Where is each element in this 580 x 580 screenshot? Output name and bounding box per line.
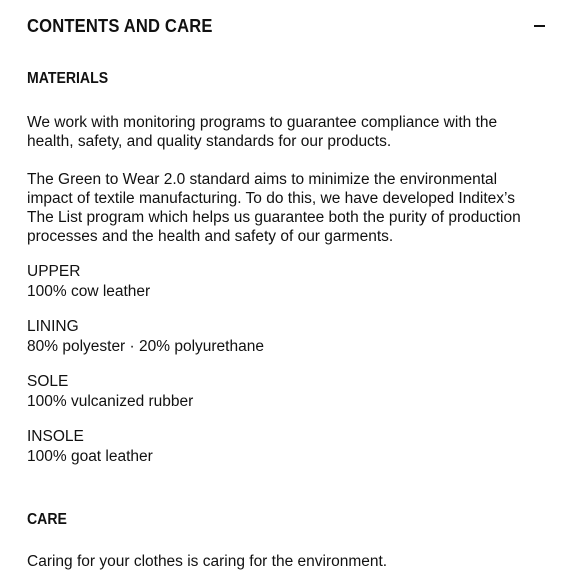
minus-icon	[534, 25, 545, 27]
materials-paragraph-green-to-wear: The Green to Wear 2.0 standard aims to minimize the environmental impact of textile manufacturing. To do this, we have developed Inditex’s The List program which helps us guarantee both the purity of production processes and the health and safety of our garments.	[27, 171, 521, 245]
composition-part-label: UPPER	[27, 263, 81, 280]
composition-sole	[27, 372, 193, 412]
care-title: CARE	[27, 511, 67, 528]
composition-part-label: LINING	[27, 318, 79, 335]
section-header-title: CONTENTS AND CARE	[27, 16, 213, 36]
composition-part-label: INSOLE	[27, 428, 84, 445]
collapse-button[interactable]	[532, 14, 548, 38]
composition-insole	[27, 427, 153, 467]
composition-value: 100% vulcanized rubber	[27, 393, 194, 410]
composition-lining	[27, 317, 264, 357]
composition-value: 100% cow leather	[27, 283, 151, 300]
care-paragraph: Caring for your clothes is caring for the environment.	[27, 553, 388, 570]
composition-part-label: SOLE	[27, 373, 69, 390]
composition-upper	[27, 262, 150, 302]
composition-value: 80% polyester · 20% polyurethane	[27, 338, 264, 355]
materials-paragraph-compliance: We work with monitoring programs to guarantee compliance with the health, safety, and quality standards for our products.	[27, 114, 498, 150]
materials-title: MATERIALS	[27, 70, 109, 87]
composition-value: 100% goat leather	[27, 448, 153, 465]
